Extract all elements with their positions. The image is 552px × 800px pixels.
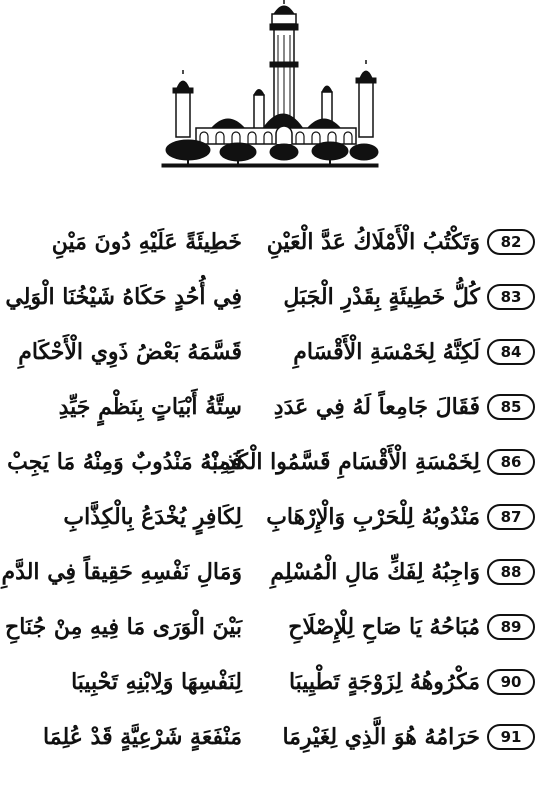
verse-row: [0, 332, 552, 372]
verse-number: 86: [487, 449, 535, 475]
verse-number: 87: [487, 504, 535, 530]
verse-number: 85: [487, 394, 535, 420]
verse-row: [0, 717, 552, 757]
verse-second-hemistich: لِكَافِرٍ يُخْدَعُ بِالْكِذَّابِ: [63, 504, 242, 530]
verse-number: 88: [487, 559, 535, 585]
verse-first-hemistich: مَنْدُوبُهُ لِلْحَرْبِ وَالْإِرْهَابِ: [266, 504, 480, 530]
verse-second-hemistich: خَطِيئَةً عَلَيْهِ دُونَ مَيْنِ: [51, 229, 242, 255]
verse-first-hemistich: وَاجِبُهُ لِفَكِّ مَالِ الْمُسْلِمِ: [270, 559, 480, 585]
verse-number: 84: [487, 339, 535, 365]
verse-first-hemistich: مَكْرُوهُهُ لِزَوْجَةٍ تَطْيِيبَا: [288, 669, 480, 695]
verse-second-hemistich: سِتَّةُ أَبْيَاتٍ بِنَظْمٍ جَيِّدِ: [58, 394, 242, 420]
verse-row: [0, 222, 552, 262]
verse-first-hemistich: حَرَامُهُ هُوَ الَّذِي لِغَيْرِمَا: [282, 724, 480, 750]
verse-row: [0, 387, 552, 427]
verse-first-hemistich: وَتَكْتُبُ الْأَمْلَاكُ عَدَّ الْعَيْنِ: [266, 229, 480, 255]
verse-second-hemistich: مَنْفَعَةٍ شَرْعِيَّةٍ قَدْ عُلِمَا: [43, 724, 242, 750]
verse-second-hemistich: وَمَالِ نَفْسِهِ حَقِيقاً فِي الدَّمِ: [1, 559, 242, 585]
verse-number: 89: [487, 614, 535, 640]
verse-second-hemistich: قَسَّمَهُ بَعْضُ ذَوِي الْأَحْكَامِ: [18, 339, 242, 365]
verse-number: 83: [487, 284, 535, 310]
verse-number: 82: [487, 229, 535, 255]
mosque-icon: [160, 0, 380, 170]
verse-second-hemistich: بَيْنَ الْوَرَى مَا فِيهِ مِنْ جُنَاحِ: [5, 614, 242, 640]
verse-number: 91: [487, 724, 535, 750]
verse-number: 90: [487, 669, 535, 695]
verse-row: [0, 442, 552, 482]
verse-row: [0, 497, 552, 537]
verse-row: [0, 277, 552, 317]
verse-row: [0, 662, 552, 702]
verse-row: [0, 607, 552, 647]
verse-second-hemistich: فِي أُحُدٍ حَكَاهُ شَيْخُنَا الْوَلِي: [5, 284, 242, 310]
verse-row: [0, 552, 552, 592]
verse-first-hemistich: كُلُّ خَطِيئَةٍ بِقَدْرِ الْجَبَلِ: [283, 284, 480, 310]
verse-second-hemistich: لِنَفْسِهَا وَلِابْنِهِ تَحْبِيبَا: [71, 669, 242, 695]
verse-first-hemistich: فَقَالَ جَامِعاً لَهُ فِي عَدَدِ: [273, 394, 480, 420]
verse-first-hemistich: مُبَاحُهُ يَا صَاحِ لِلْإِصْلَاحِ: [288, 614, 480, 640]
verse-second-hemistich: فَمِنْهُ مَنْدُوبٌ وَمِنْهُ مَا يَجِبْ: [7, 449, 242, 475]
verse-first-hemistich: لِخَمْسَةِ الْأَقْسَامِ قَسَّمُوا الْكَذِبْ: [205, 449, 480, 475]
verse-first-hemistich: لَكِنَّهُ لِخَمْسَةِ الْأَقْسَامِ: [293, 339, 480, 365]
